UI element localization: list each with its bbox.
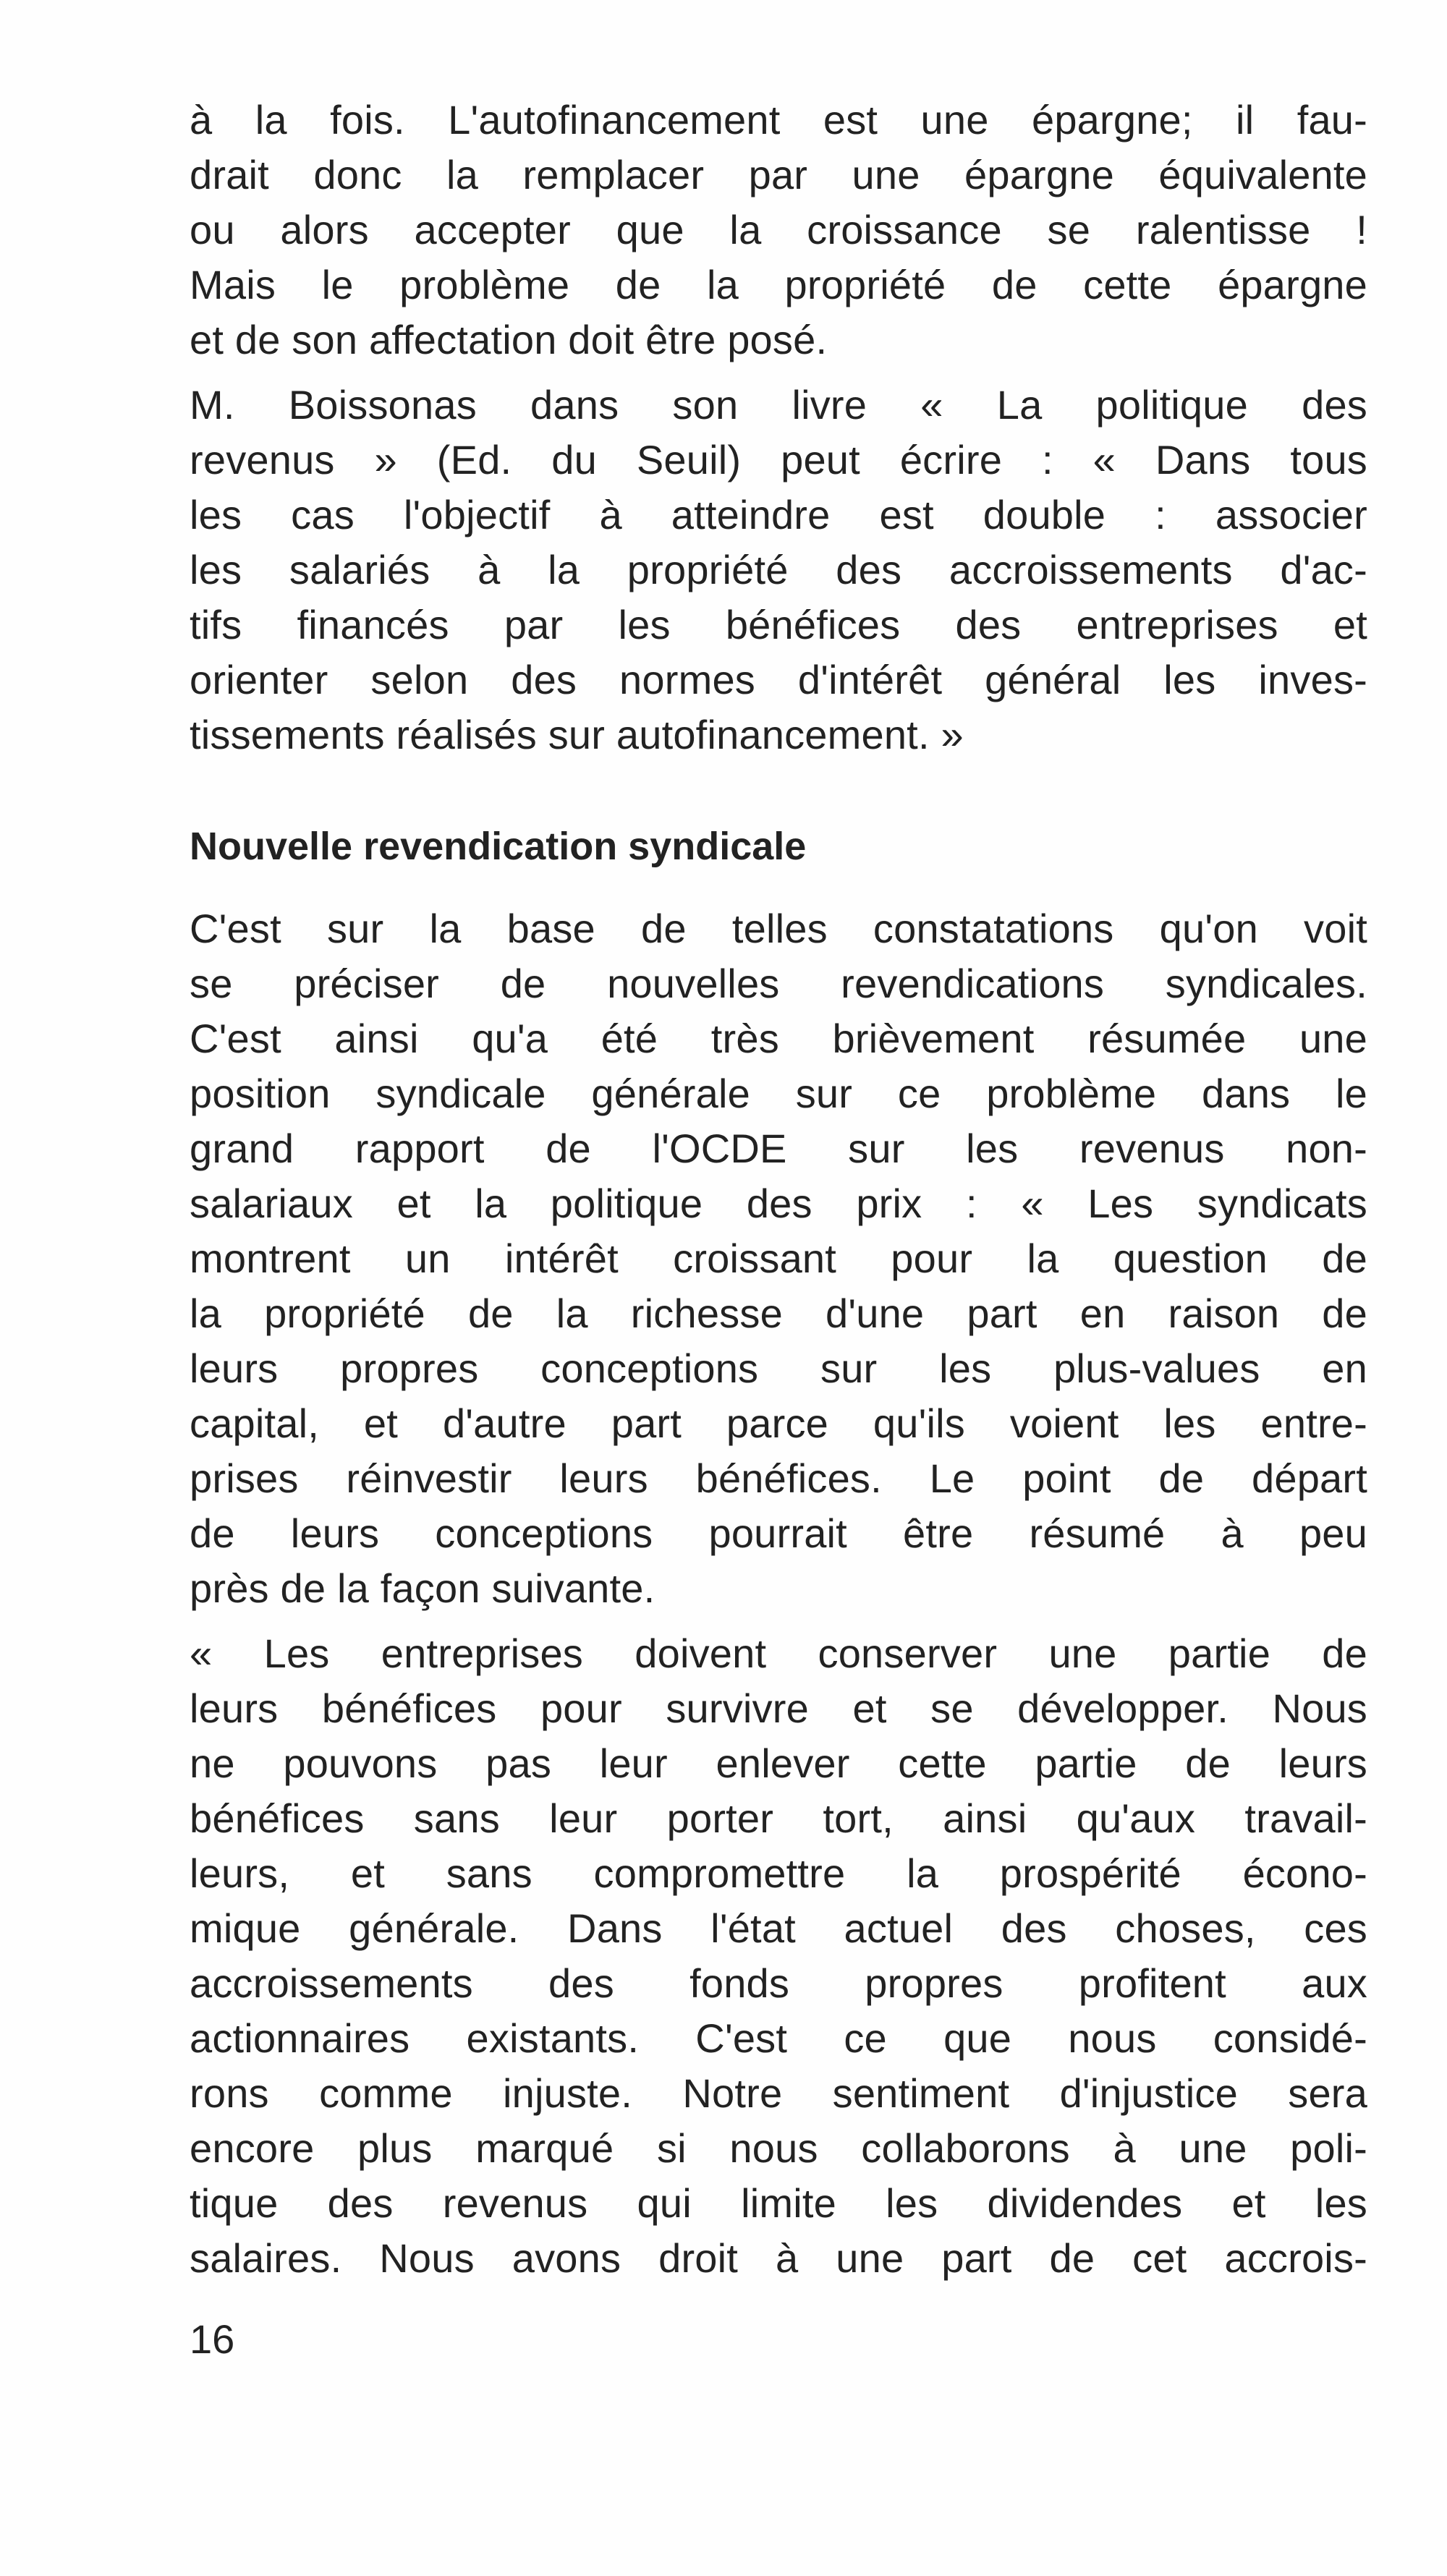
text-line: tifs financés par les bénéfices des entreprises et (190, 602, 1367, 647)
text-line: capital, et d'autre part parce qu'ils voient les entre- (190, 1400, 1367, 1446)
text-line: la propriété de la richesse d'une part en raison de (190, 1291, 1367, 1336)
text-line: C'est ainsi qu'a été très brièvement résumée une (190, 1016, 1367, 1061)
text-line: salariaux et la politique des prix : « Les syndicats (190, 1181, 1367, 1226)
paragraph-entreprises-quote (190, 1626, 1367, 2286)
text-line: grand rapport de l'OCDE sur les revenus non- (190, 1126, 1367, 1171)
text-column (190, 93, 1367, 2296)
paragraph-boissonas-quote (190, 378, 1367, 762)
text-line: leurs propres conceptions sur les plus-values en (190, 1346, 1367, 1391)
text-line: ou alors accepter que la croissance se ralentisse ! (190, 207, 1367, 252)
text-line: leurs bénéfices pour survivre et se développer. Nous (190, 1686, 1367, 1731)
text-line: et de son affectation doit être posé. (190, 317, 828, 362)
text-line: encore plus marqué si nous collaborons à une poli- (190, 2125, 1367, 2171)
text-line: les salariés à la propriété des accroissements d'ac- (190, 547, 1367, 592)
page-number: 16 (190, 2316, 235, 2362)
text-line: à la fois. L'autofinancement est une épargne; il fau- (190, 97, 1367, 143)
paragraph-revendications (190, 901, 1367, 1616)
text-line: ne pouvons pas leur enlever cette partie de leurs (190, 1740, 1367, 1786)
text-line: rons comme injuste. Notre sentiment d'injustice sera (190, 2070, 1367, 2116)
text-line: M. Boissonas dans son livre « La politique des (190, 382, 1367, 428)
text-line: « Les entreprises doivent conserver une partie de (190, 1631, 1367, 1676)
text-line: près de la façon suivante. (190, 1565, 655, 1611)
text-line: position syndicale générale sur ce problème dans le (190, 1071, 1367, 1116)
text-line: orienter selon des normes d'intérêt général les inves- (190, 657, 1367, 702)
text-line: bénéfices sans leur porter tort, ainsi qu'aux travail- (190, 1795, 1367, 1841)
text-line: prises réinvestir leurs bénéfices. Le point de départ (190, 1455, 1367, 1501)
text-line: revenus » (Ed. du Seuil) peut écrire : « Dans tous (190, 437, 1367, 483)
text-line: tissements réalisés sur autofinancement. » (190, 712, 964, 757)
text-line: montrent un intérêt croissant pour la question de (190, 1236, 1367, 1281)
text-line: leurs, et sans compromettre la prospérité écono- (190, 1850, 1367, 1896)
paragraph-autofinancement (190, 93, 1367, 367)
text-line: Mais le problème de la propriété de cette épargne (190, 262, 1367, 307)
text-line: C'est sur la base de telles constatations qu'on voit (190, 906, 1367, 951)
text-line: se préciser de nouvelles revendications syndicales. (190, 961, 1367, 1006)
text-line: les cas l'objectif à atteindre est double : associer (190, 492, 1367, 537)
text-line: tique des revenus qui limite les dividendes et les (190, 2180, 1367, 2226)
text-line: mique générale. Dans l'état actuel des choses, ces (190, 1905, 1367, 1951)
text-line: drait donc la remplacer par une épargne équivalente (190, 152, 1367, 197)
text-line: de leurs conceptions pourrait être résumé à peu (190, 1510, 1367, 1556)
text-line: actionnaires existants. C'est ce que nous considé- (190, 2015, 1367, 2061)
text-line: salaires. Nous avons droit à une part de cet accrois- (190, 2235, 1367, 2281)
text-line: accroissements des fonds propres profitent aux (190, 1960, 1367, 2006)
section-heading: Nouvelle revendication syndicale (190, 825, 807, 868)
